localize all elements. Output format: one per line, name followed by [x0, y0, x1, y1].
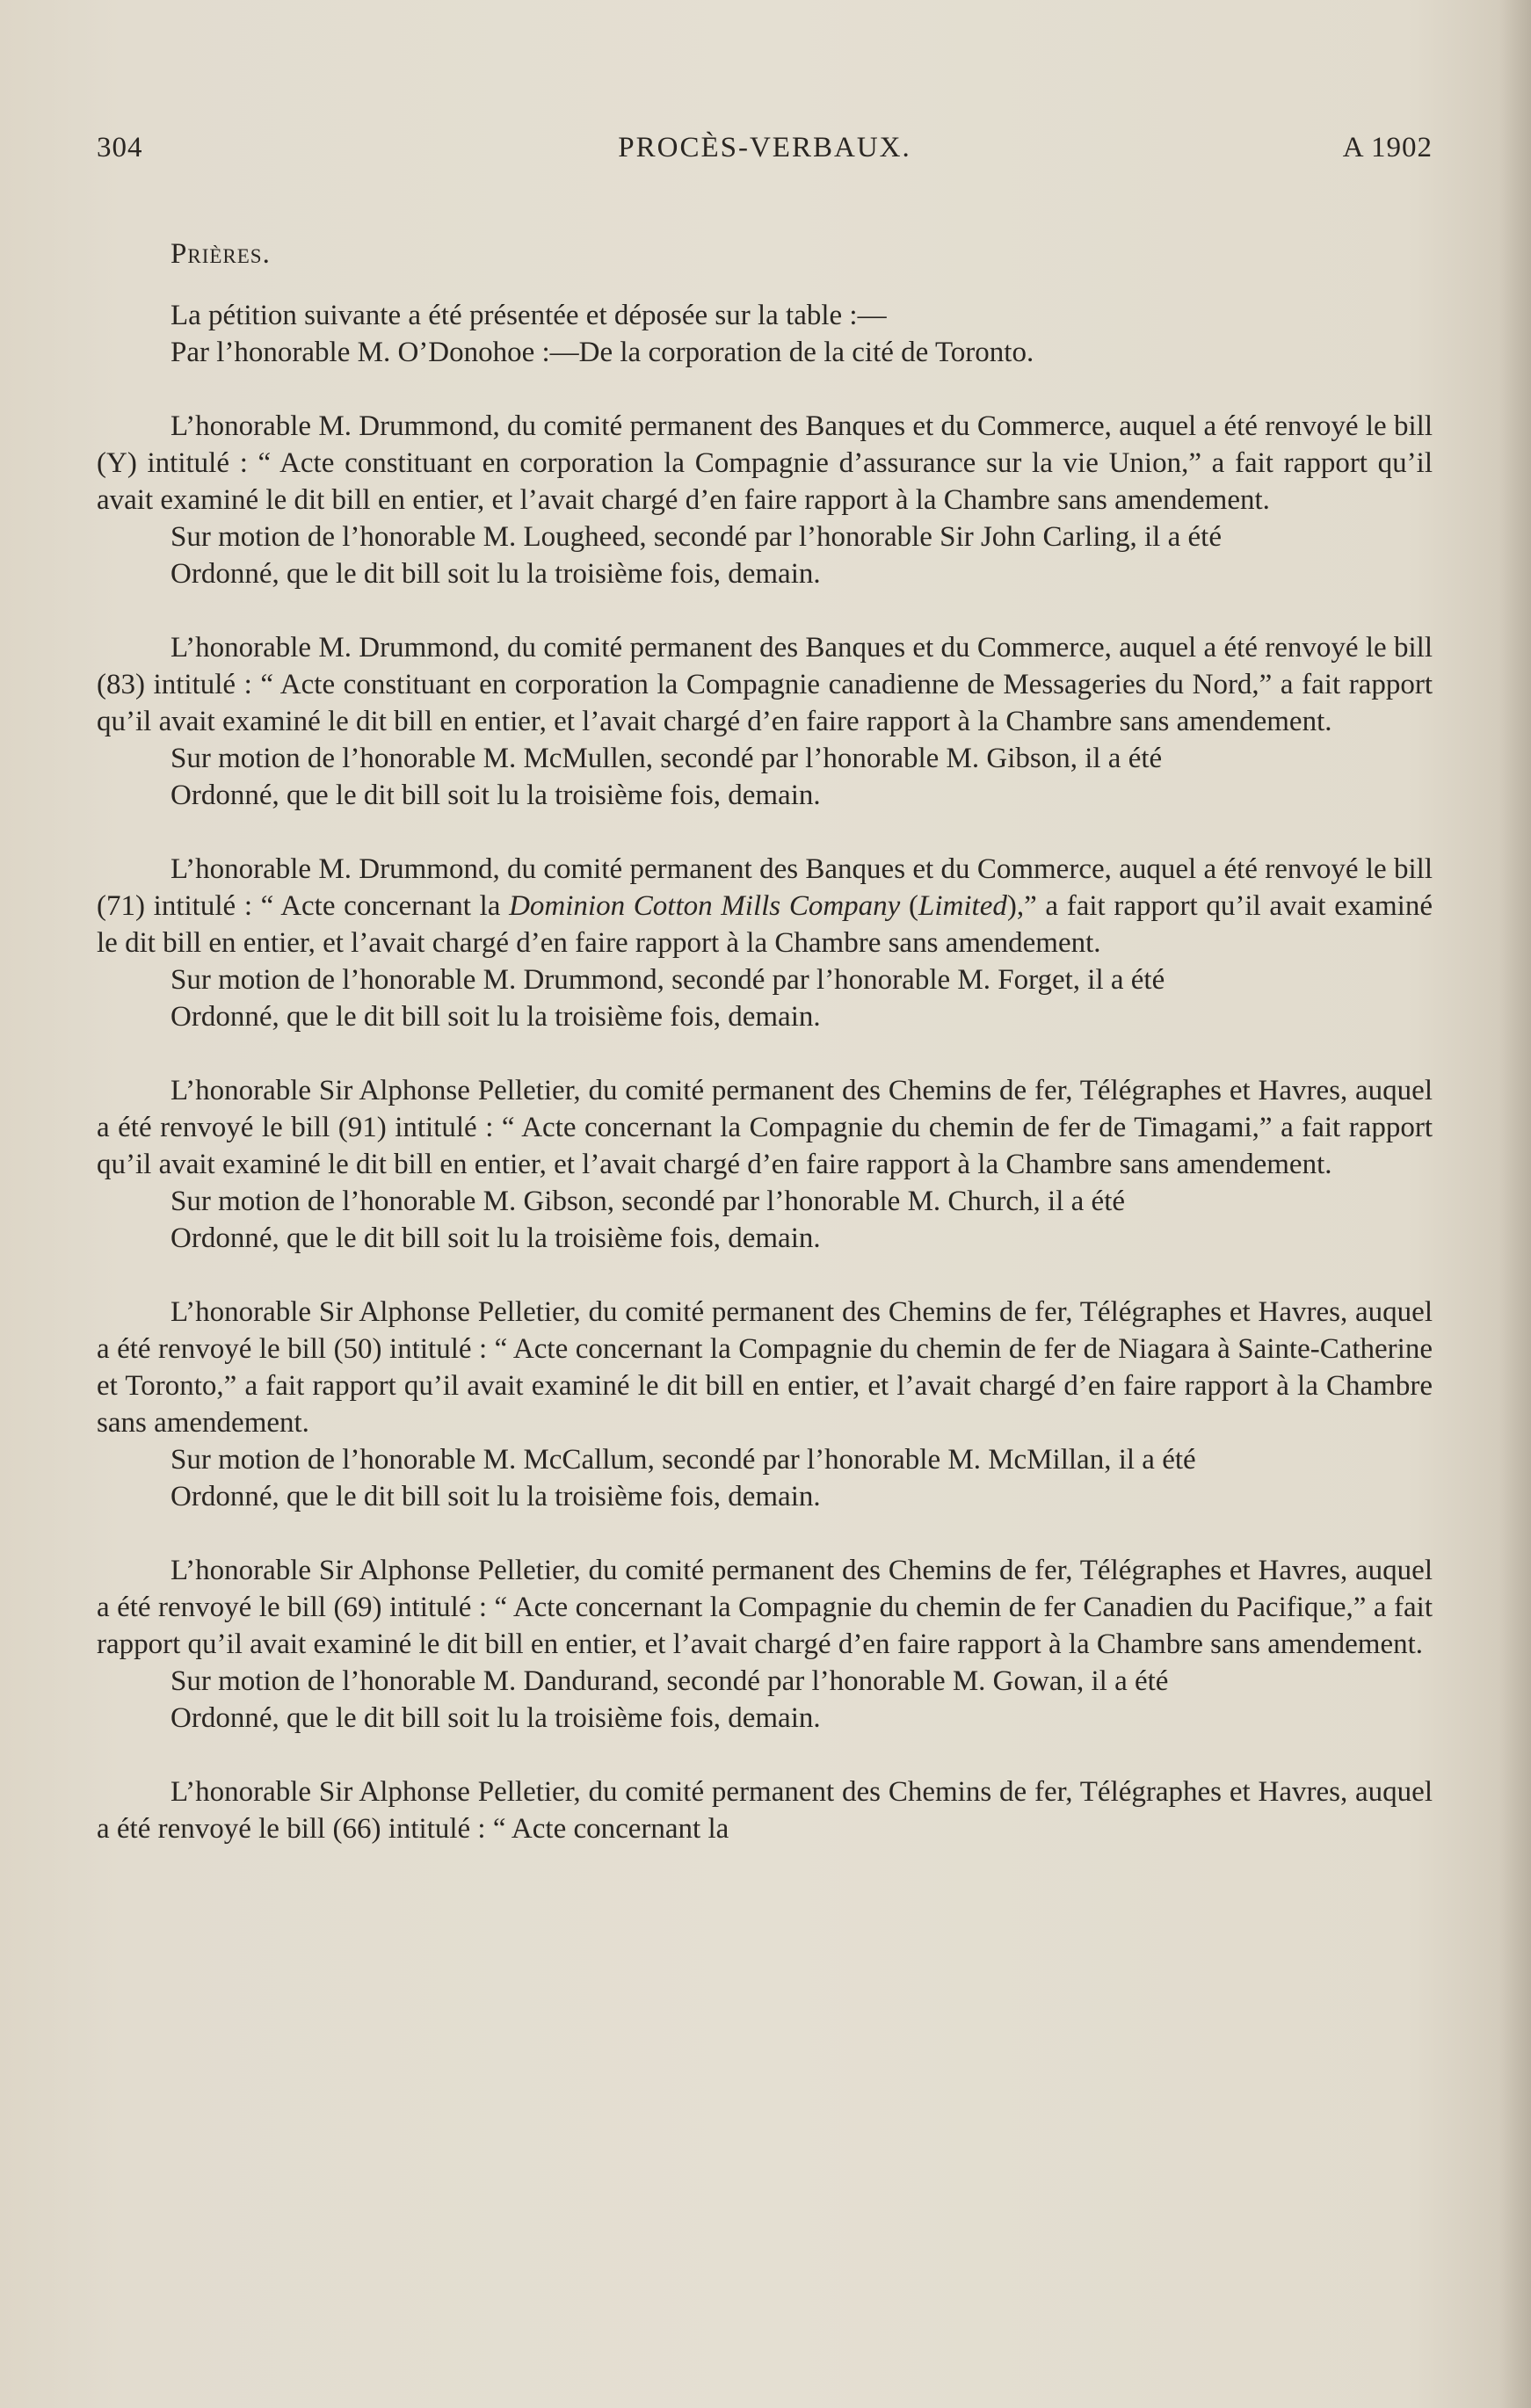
section-heading: Prières.: [171, 238, 271, 270]
committee-report: L’honorable M. Drummond, du comité permanent des Banques et du Commerce, auquel a été renvoyé le bill (83) intitulé : “ Acte constituant en corporation la Compagnie canadienne de Messageries du Nord,” a fait rapport qu’il avait examiné le dit bill en entier, et l’avait chargé d’en faire rapport à la Chambre sans amendement.: [97, 632, 1433, 737]
report-text: (: [900, 890, 918, 922]
committee-report: L’honorable M. Drummond, du comité permanent des Banques et du Commerce, auquel a été renvoyé le bill (Y) intitulé : “ Acte constituant en corporation la Compagnie d’assurance sur la vie Union,” a fait rapport qu’il avait examiné le dit bill en entier, et l’avait chargé d’en faire rapport à la Chambre sans amendement.: [97, 410, 1433, 516]
committee-report-continued: L’honorable Sir Alphonse Pelletier, du comité permanent des Chemins de fer, Télégraphes et Havres, auquel a été renvoyé le bill (66) intitulé : “ Acte concernant la: [97, 1776, 1433, 1845]
page-header: [97, 132, 1433, 176]
petition-item: Par l’honorable M. O’Donohoe :—De la corporation de la cité de Toronto.: [171, 337, 1034, 368]
header-year: A 1902: [1342, 132, 1433, 163]
committee-report: L’honorable Sir Alphonse Pelletier, du comité permanent des Chemins de fer, Télégraphes et Havres, auquel a été renvoyé le bill (69) intitulé : “ Acte concernant la Compagnie du chemin de fer Canadien du Pacifique,” a fait rapport qu’il avait examiné le dit bill en entier, et l’avait chargé d’en faire rapport à la Chambre sans amendement.: [97, 1555, 1433, 1660]
page-body: [97, 236, 1433, 1847]
order: Ordonné, que le dit bill soit lu la troisième fois, demain.: [171, 1481, 821, 1512]
petition-intro: La pétition suivante a été présentée et déposée sur la table :—: [171, 300, 887, 331]
motion: Sur motion de l’honorable M. McMullen, secondé par l’honorable M. Gibson, il a été: [171, 743, 1163, 774]
order: Ordonné, que le dit bill soit lu la troisième fois, demain.: [171, 1001, 821, 1033]
motion: Sur motion de l’honorable M. Lougheed, secondé par l’honorable Sir John Carling, il a été: [171, 521, 1222, 553]
motion: Sur motion de l’honorable M. McCallum, secondé par l’honorable M. McMillan, il a été: [171, 1444, 1196, 1476]
committee-report: L’honorable Sir Alphonse Pelletier, du comité permanent des Chemins de fer, Télégraphes et Havres, auquel a été renvoyé le bill (91) intitulé : “ Acte concernant la Compagnie du chemin de fer de Timagami,” a fait rapport qu’il avait examiné le dit bill en entier, et l’avait chargé d’en faire rapport à la Chambre sans amendement.: [97, 1075, 1433, 1180]
motion: Sur motion de l’honorable M. Dandurand, secondé par l’honorable M. Gowan, il a été: [171, 1665, 1169, 1697]
report-text: L’honorable M. Drummond, du comité permanent des Banques et du Commerce, auquel a été renvoyé le bill (71) intitulé : “ Acte concernant la: [97, 853, 1433, 922]
motion: Sur motion de l’honorable M. Drummond, secondé par l’honorable M. Forget, il a été: [171, 964, 1165, 996]
company-suffix: Limited: [918, 890, 1007, 922]
order: Ordonné, que le dit bill soit lu la troisième fois, demain.: [171, 780, 821, 811]
motion: Sur motion de l’honorable M. Gibson, secondé par l’honorable M. Church, il a été: [171, 1186, 1126, 1217]
running-title: PROCÈS-VERBAUX.: [618, 132, 911, 163]
company-name: Dominion Cotton Mills Company: [509, 890, 901, 922]
page-number: 304: [97, 132, 143, 163]
order: Ordonné, que le dit bill soit lu la troisième fois, demain.: [171, 1702, 821, 1734]
committee-report: [97, 851, 1433, 961]
report-text: ),” a fait rapport qu’il avait examiné le dit bill en entier, et l’avait chargé d’en faire rapport à la Chambre sans amendement.: [97, 890, 1433, 959]
committee-report: L’honorable Sir Alphonse Pelletier, du comité permanent des Chemins de fer, Télégraphes et Havres, auquel a été renvoyé le bill (50) intitulé : “ Acte concernant la Compagnie du chemin de fer de Niagara à Sainte-Catherine et Toronto,” a fait rapport qu’il avait examiné le dit bill en entier, et l’avait chargé d’en faire rapport à la Chambre sans amendement.: [97, 1296, 1433, 1439]
order: Ordonné, que le dit bill soit lu la troisième fois, demain.: [171, 1222, 821, 1254]
order: Ordonné, que le dit bill soit lu la troisième fois, demain.: [171, 558, 821, 590]
